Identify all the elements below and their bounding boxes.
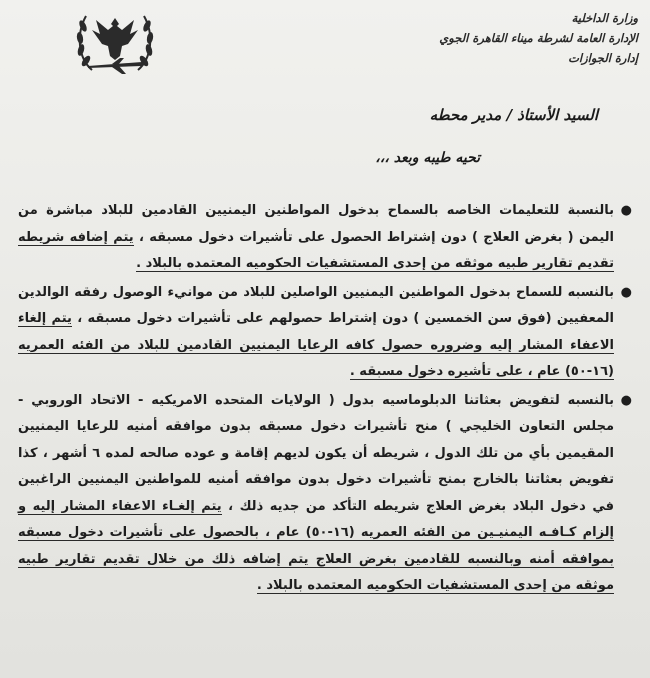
directorate-name: الإدارة العامة لشرطة ميناء القاهرة الجوي bbox=[439, 31, 638, 45]
bullet-icon: ● bbox=[620, 203, 632, 218]
ministry-name: وزارة الداخلية bbox=[571, 11, 638, 25]
item-text: بالنسبه للسماح بدخول المواطنين اليمنيين الواصلين للبلاد من موانيء الوصول رفقه الوالدين المعفيين (فوق سن الخمسين ) دون إشتراط حصولهم على تأشيرات دخول مسبقه ، bbox=[18, 284, 614, 326]
body-list bbox=[18, 198, 636, 602]
list-item bbox=[18, 388, 636, 600]
salutation: السيد الأستاذ / مدير محطه bbox=[429, 106, 598, 124]
item-text: بالنسبه لتفويض بعثاتنا الدبلوماسيه بدول ( الولايات المتحده الامريكيه - الاتحاد الوروبي - مجلس التعاون الخليجي ) منح تأشيرات دخول مسبقه بدون موافقه أمنيه للرعايا اليمنيين المقيمين بأي من تلك الدول ، شريطه أن يكون لديهم إقامة و عوده صالحه لمده ٦ أشهر ، كذا تفويض بعثاتنا بالخارج بمنح تأشيرات دخول بدون موافقه أمنيه للمواطنين اليمنيين الراغبين في دخول البلاد بغرض العلاج شريطه التأكد من جديه ذلك ، bbox=[18, 392, 615, 514]
bullet-icon: ● bbox=[620, 284, 632, 300]
police-eagle-emblem-icon bbox=[72, 4, 158, 84]
list-item bbox=[18, 198, 636, 278]
list-item bbox=[18, 280, 636, 386]
department-name: إدارة الجوازات bbox=[568, 51, 638, 65]
greeting: تحيه طيبه وبعد ،،، bbox=[375, 150, 480, 166]
item-underlined-text: يتم إضافه شريطه تقديم تقارير طبيه موثقه من إحدى المستشفيات الحكوميه المعتمده بالبلاد . bbox=[18, 229, 614, 271]
bullet-icon: ● bbox=[620, 392, 632, 408]
item-underlined-text: يتم إلغاء الاعفاء المشار إليه وضروره حصول كافه الرعايا اليمنيين القادمين للبلاد من الفئه العمريه (١٦-٥٠) عام ، على تأشيره دخول مسبقه . bbox=[18, 311, 614, 379]
letterhead bbox=[338, 8, 638, 68]
item-text: بالنسبة للتعليمات الخاصه بالسماح بدخول المواطنين اليمنيين القادمين للبلاد مباشرة من اليمن ( بغرض العلاج ) دون إشتراط الحصول على تأشيرات دخول مسبقه ، bbox=[18, 203, 614, 245]
item-underlined-text: يتم إلغـاء الاعفاء المشار إليه و إلزام كـافـه اليمنيـين من الفئه العمريه (١٦-٥٠) عام ، بالحصول على تأشيرات دخول مسبقه بموافقه أمنه وبالنسبه للقادمين بغرض العلاج يتم إضافه ذلك من خلال تقديم تقارير طبيه موثقه من إحدى المستشفيات الحكوميه المعتمده بالبلاد . bbox=[18, 498, 615, 593]
